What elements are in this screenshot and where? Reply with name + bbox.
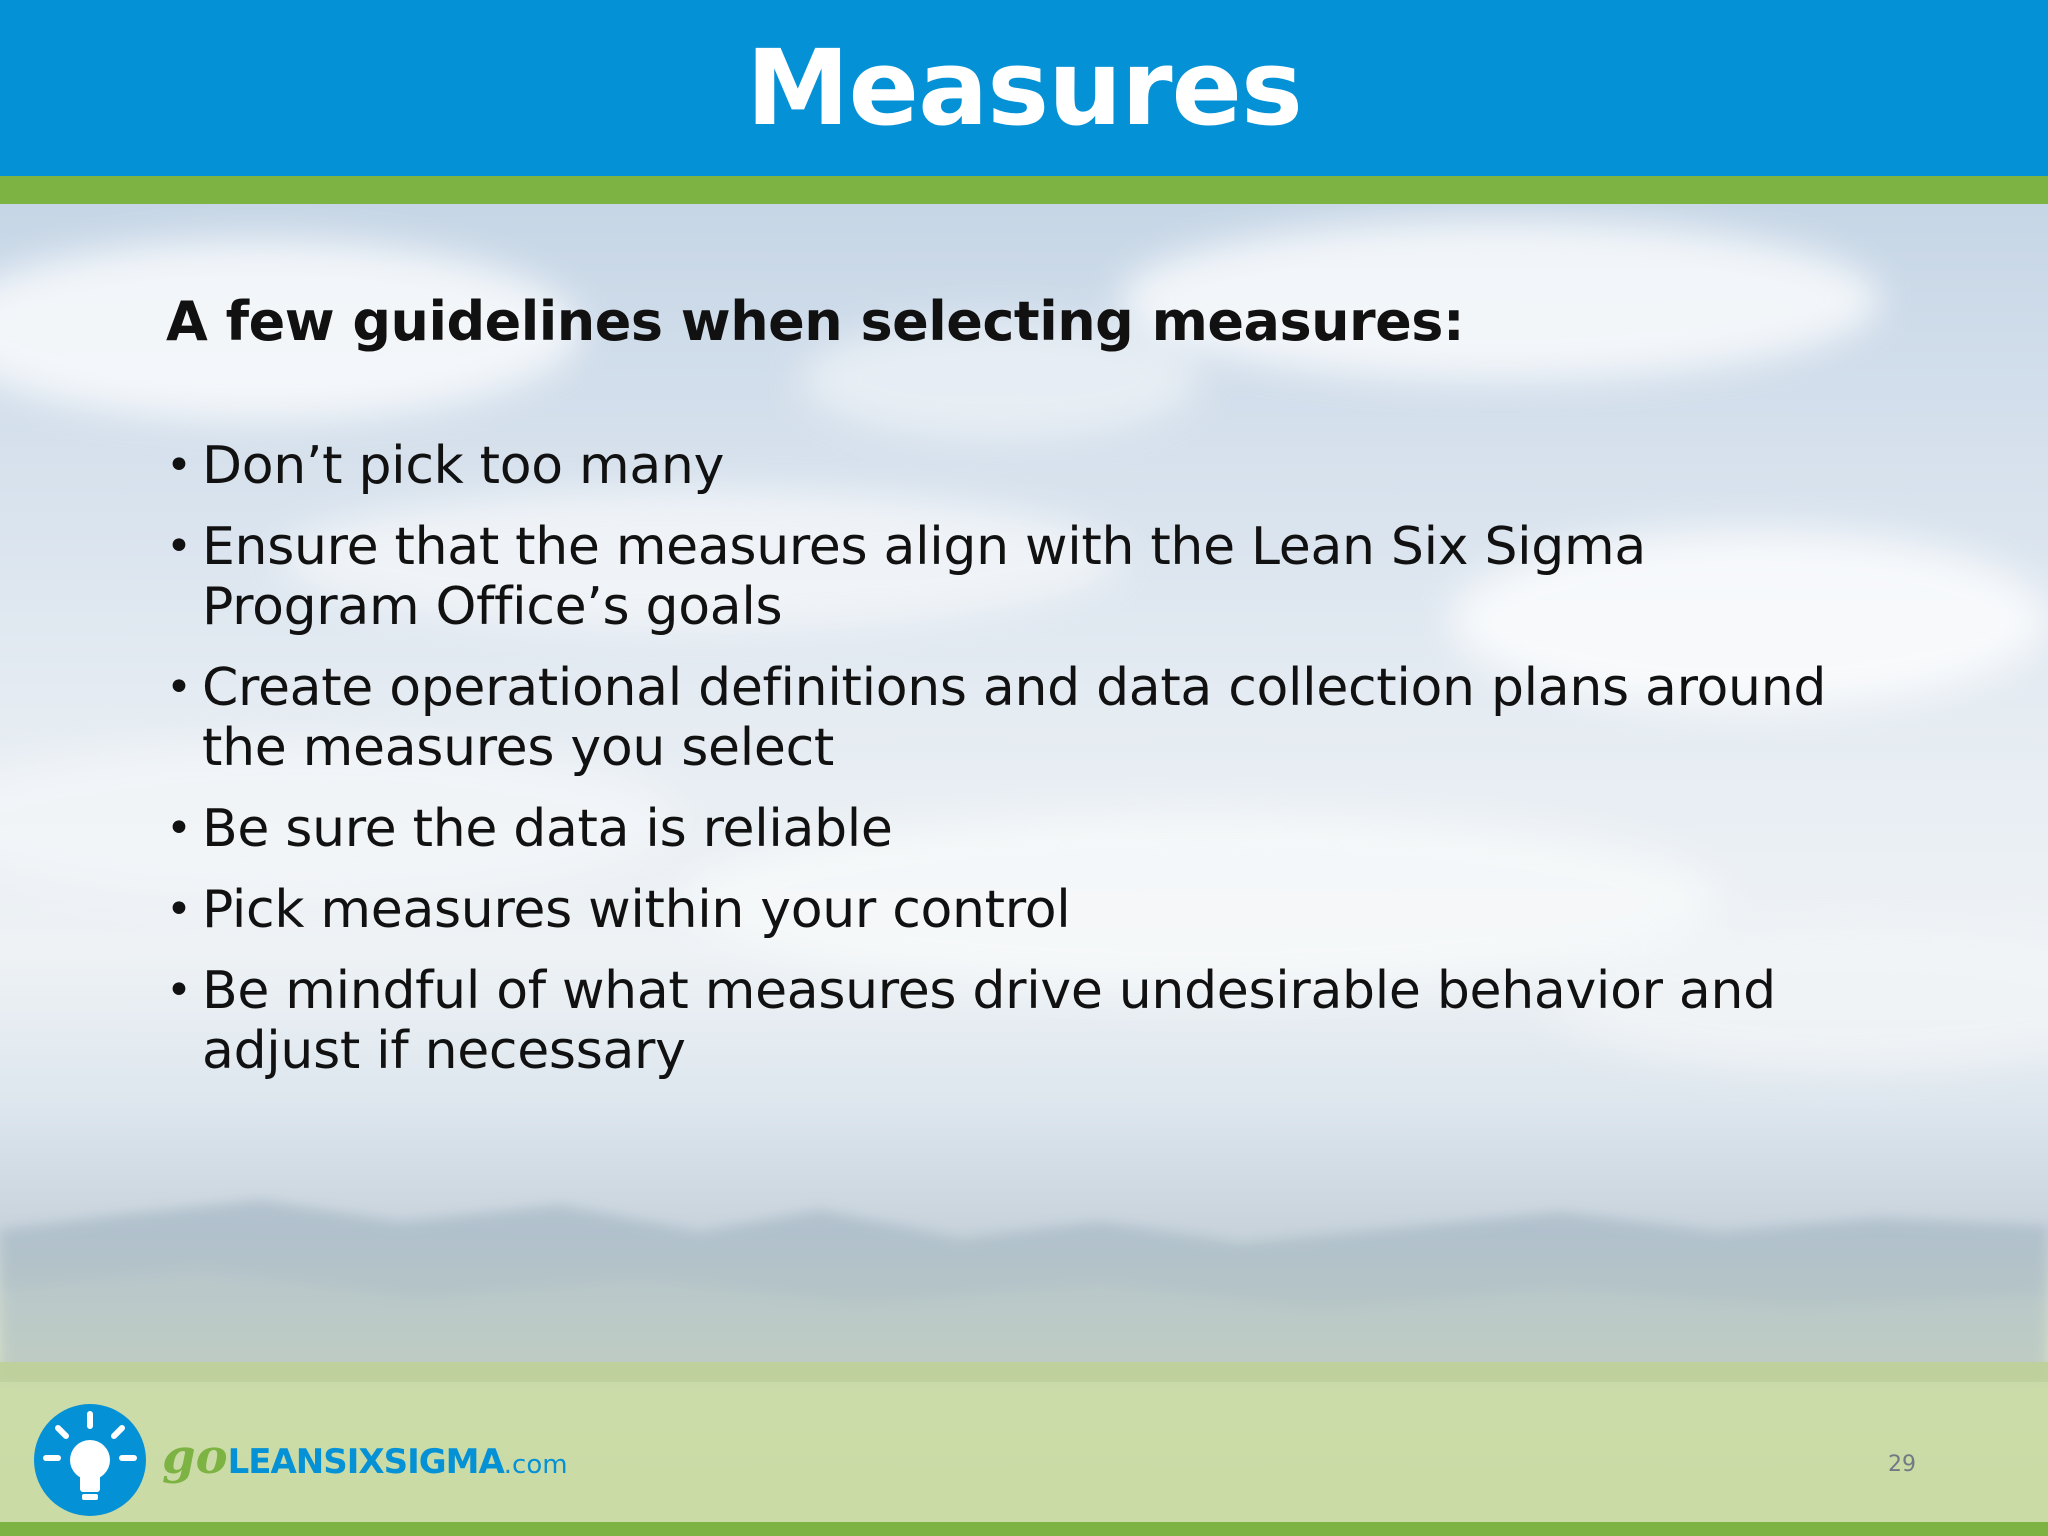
brand-logo (162, 1429, 568, 1490)
bullet-dot: • (166, 521, 192, 572)
slide-content (166, 290, 1866, 1102)
bullet-item (166, 658, 1866, 778)
footer-accent-stripe (0, 1522, 2048, 1536)
slide-subtitle: A few guidelines when selecting measures: (166, 290, 1465, 353)
bullet-text: Pick measures within your control (202, 880, 1071, 940)
brand-logo-suffix: .com (503, 1450, 568, 1480)
bullet-list (166, 436, 1866, 1081)
bullet-text: Be mindful of what measures drive undesirable behavior and adjust if necessary (202, 961, 1776, 1081)
bullet-text: Create operational definitions and data collection plans around the measures you select (202, 658, 1827, 778)
bullet-dot: • (166, 662, 192, 713)
header-accent-stripe (0, 176, 2048, 204)
bullet-dot: • (166, 803, 192, 854)
bullet-dot: • (166, 884, 192, 935)
brand-logo-name: LEANSIXSIGMA (227, 1442, 504, 1482)
brand-logo-go: go (162, 1429, 228, 1485)
bullet-item (166, 961, 1866, 1081)
bullet-dot: • (166, 440, 192, 491)
bullet-text: Ensure that the measures align with the Lean Six Sigma Program Office’s goals (202, 517, 1646, 637)
bullet-text: Be sure the data is reliable (202, 799, 893, 859)
page-number: 29 (1888, 1452, 1916, 1477)
bullet-item (166, 517, 1866, 637)
bullet-item (166, 799, 1866, 859)
bullet-item (166, 436, 1866, 496)
bullet-text: Don’t pick too many (202, 436, 725, 496)
bullet-dot: • (166, 965, 192, 1016)
lightbulb-icon (30, 1400, 150, 1520)
bullet-item (166, 880, 1866, 940)
slide-title: Measures (746, 27, 1302, 149)
